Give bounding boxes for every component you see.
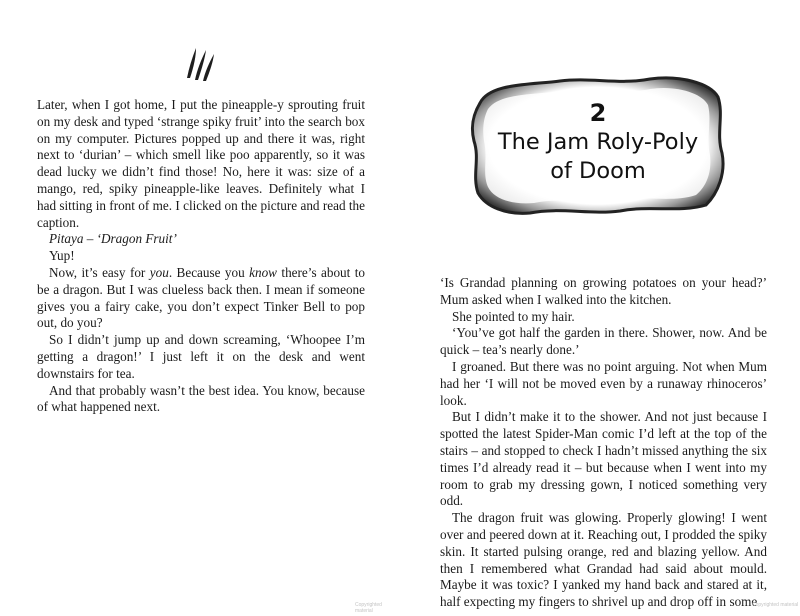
copyright-note: Copyrighted material xyxy=(355,602,382,614)
right-body-text xyxy=(440,275,767,611)
fruit-caption: Pitaya – ‘Dragon Fruit’ xyxy=(49,231,177,247)
text-run: . Because you xyxy=(168,264,250,280)
text-run: Now, it’s easy for xyxy=(49,264,150,280)
chapter-title-line2: of Doom xyxy=(550,158,646,184)
text-run: there’s about to be a dragon. But I was clueless back then. I mean if someone gives you a fairy cake, you don’t expect Tinker Bell to pop out, do you? xyxy=(37,264,365,331)
paragraph: Yup! xyxy=(49,248,75,264)
chapter-heading xyxy=(470,75,726,215)
copyright-note: Copyrighted material xyxy=(752,602,799,608)
claw-scratch-icon xyxy=(183,44,217,82)
paragraph: And that probably wasn’t the best idea. You know, because of what happened next. xyxy=(37,382,365,415)
paragraph: ‘Is Grandad planning on growing potatoes on your head?’ Mum asked when I walked into the kitchen. xyxy=(440,275,767,307)
right-page xyxy=(400,0,800,616)
chapter-title-line1: The Jam Roly-Poly xyxy=(497,129,699,155)
chapter-number: 2 xyxy=(589,99,607,127)
emphasis: you xyxy=(149,264,169,280)
chapter-heading-text xyxy=(470,99,726,185)
emphasis: know xyxy=(249,264,277,280)
paragraph: The dragon fruit was glowing. Properly glowing! I went over and peered down at it. Reaching out, I prodded the spiky skin. It started pulsing orange, red and blazing yellow. And then I remembered what Grandad had said about mould. Maybe it was toxic? I yanked my hand back and stared at it, half expecting my fingers to shrivel up and drop off in some xyxy=(440,510,767,610)
paragraph: But I didn’t make it to the shower. And not just because I spotted the latest Spider-Man comic I’d left at the top of the stairs – and stopped to check I hadn’t missed anything the six times I’d already read it – but because when I went into my room to grab my dressing gown, I noticed something very odd. xyxy=(440,409,767,509)
paragraph: She pointed to my hair. xyxy=(452,308,575,324)
paragraph: Later, when I got home, I put the pineapple-y sprouting fruit on my desk and typed ‘strange spiky fruit’ into the search box on my computer. Pictures popped up and there it was, right next to ‘durian’ – which smell like poo apparently, so it was dead lucky we didn’t find those! No, here it was: size of a mango, red, spiky pineapple-like leaves. Definitely what I had sitting in front of me. I clicked on the picture and read the caption. xyxy=(37,97,365,230)
left-body-text xyxy=(37,97,365,416)
paragraph xyxy=(37,265,365,332)
paragraph: I groaned. But there was no point arguing. Not when Mum had her ‘I will not be moved even by a runaway rhinoceros’ look. xyxy=(440,358,767,408)
paragraph: So I didn’t jump up and down screaming, ‘Whoopee I’m getting a dragon!’ I just left it on the desk and went downstairs for tea. xyxy=(37,332,365,381)
paragraph: ‘You’ve got half the garden in there. Shower, now. And be quick – tea’s nearly done.’ xyxy=(440,325,767,358)
